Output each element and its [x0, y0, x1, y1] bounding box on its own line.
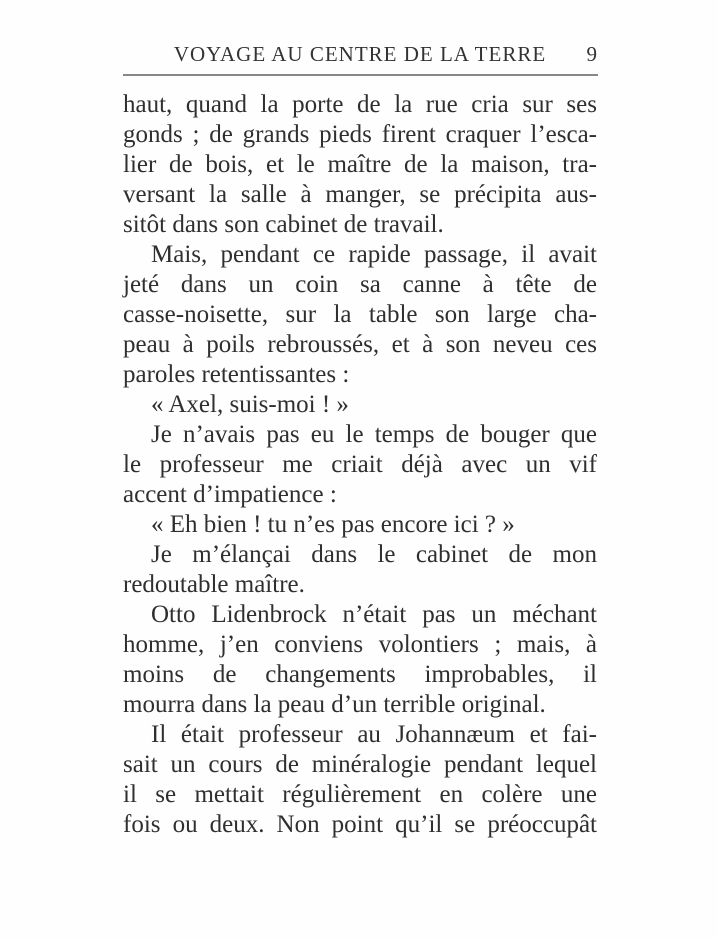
text-line: accent d’impatience :	[123, 481, 337, 508]
text-line: le professeur me criait déjà avec un vif	[123, 451, 597, 478]
text-line: paroles retentissantes :	[123, 361, 350, 388]
text-line: haut, quand la porte de la rue cria sur ses	[123, 91, 597, 118]
text-line: Je m’élançai dans le cabinet de mon	[151, 541, 597, 568]
text-line: « Axel, suis-moi ! »	[151, 391, 349, 418]
text-line: peau à poils rebroussés, et à son neveu ces	[123, 331, 597, 358]
page-body-text	[123, 90, 597, 840]
text-line: moins de changements improbables, il	[123, 661, 597, 688]
header-rule	[123, 74, 598, 76]
text-line: gonds ; de grands pieds firent craquer l’esca-	[123, 121, 597, 148]
text-line: « Eh bien ! tu n’es pas encore ici ? »	[151, 511, 515, 538]
text-line: mourra dans la peau d’un terrible original.	[123, 691, 546, 718]
text-line: Otto Lidenbrock n’était pas un méchant	[151, 601, 597, 628]
text-line: Il était professeur au Johannæum et fai-	[151, 721, 597, 748]
text-line: redoutable maître.	[123, 571, 305, 598]
text-line: fois ou deux. Non point qu’il se préoccupât	[123, 811, 597, 838]
text-line: lier de bois, et le maître de la maison, tra-	[123, 151, 597, 178]
text-line: sait un cours de minéralogie pendant lequel	[123, 751, 597, 778]
text-line: il se mettait régulièrement en colère une	[123, 781, 597, 808]
text-line: Mais, pendant ce rapide passage, il avait	[151, 241, 597, 268]
text-line: Je n’avais pas eu le temps de bouger que	[151, 421, 597, 448]
page-number: 9	[586, 42, 597, 66]
text-line: sitôt dans son cabinet de travail.	[123, 211, 444, 238]
running-header	[123, 42, 597, 68]
running-head-title: VOYAGE AU CENTRE DE LA TERRE	[173, 42, 547, 66]
text-line: homme, j’en conviens volontiers ; mais, à	[123, 631, 597, 658]
text-line: casse-noisette, sur la table son large cha-	[123, 301, 597, 328]
text-line: versant la salle à manger, se précipita aus-	[123, 181, 597, 208]
text-line: jeté dans un coin sa canne à tête de	[123, 271, 597, 298]
